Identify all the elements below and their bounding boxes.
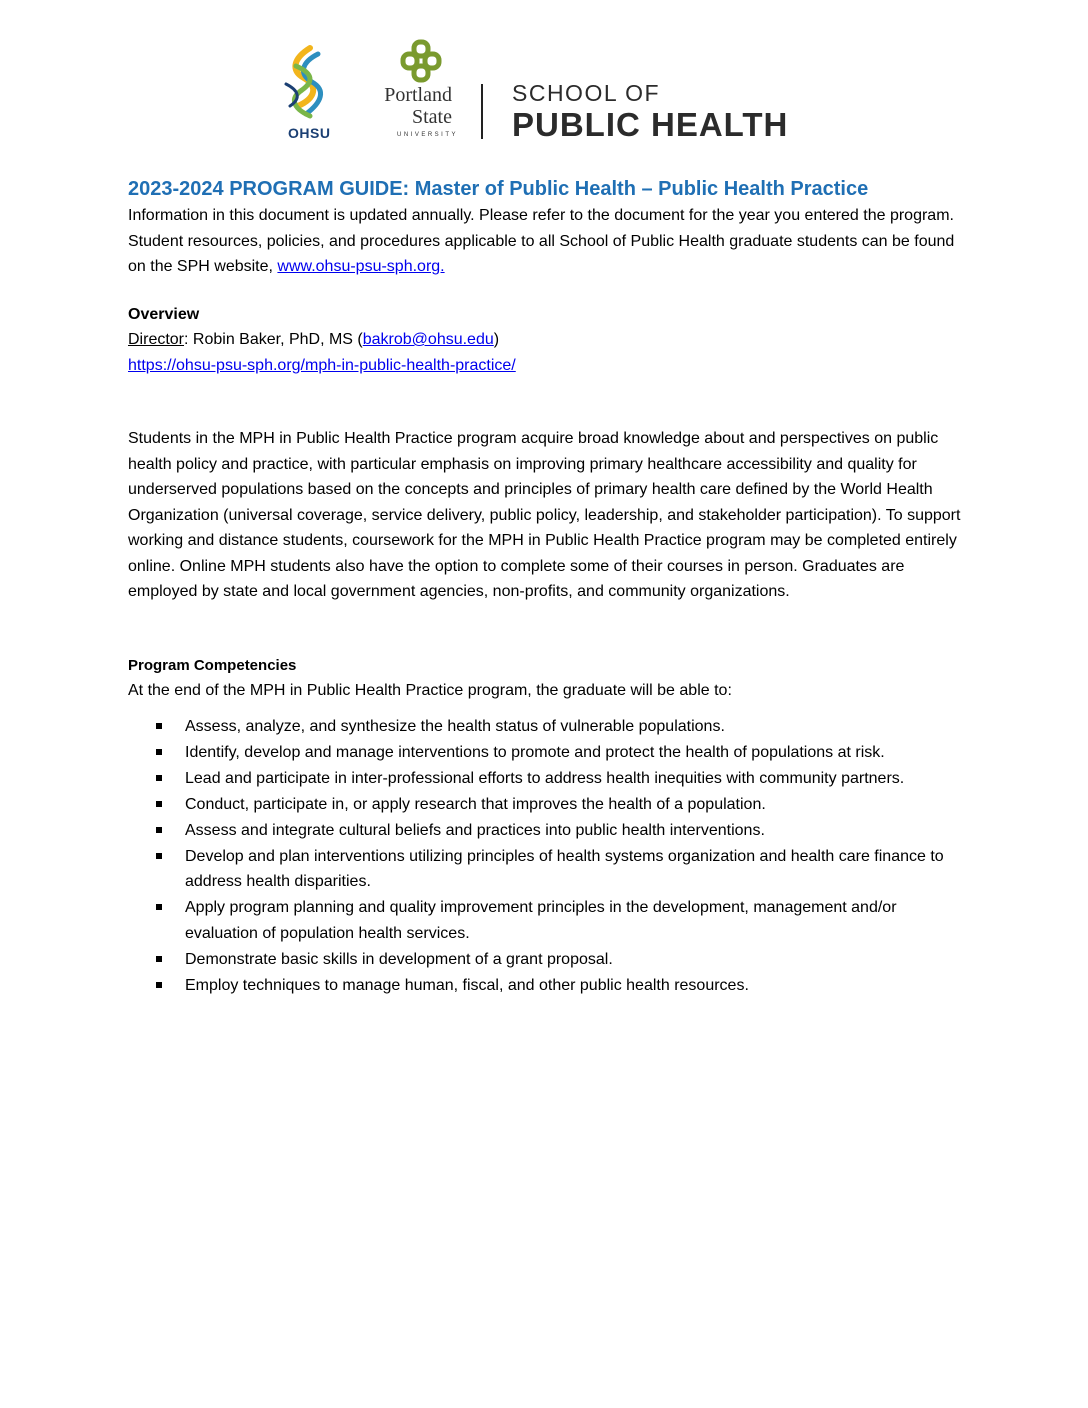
spacer <box>128 378 968 426</box>
competency-text: Demonstrate basic skills in development of a grant proposal. <box>185 950 613 968</box>
competency-text: Conduct, participate in, or apply research that improves the health of a population. <box>185 795 766 813</box>
psu-university-label: UNIVERSITY <box>396 132 458 138</box>
competency-text: Develop and plan interventions utilizing principles of health systems organization and health care finance to address health disparities. <box>185 847 944 890</box>
psu-knot-icon <box>400 39 442 83</box>
public-health-label: PUBLIC HEALTH <box>512 106 789 143</box>
competency-text: Lead and participate in inter-professional efforts to address health inequities with community partners. <box>185 769 905 787</box>
competency-text: Assess, analyze, and synthesize the health status of vulnerable populations. <box>185 717 725 735</box>
director-text: : Robin Baker, PhD, MS ( <box>184 331 363 348</box>
director-line <box>128 327 968 353</box>
logo-divider <box>481 84 483 139</box>
bullet-icon <box>156 827 162 833</box>
list-item <box>128 844 968 895</box>
psu-logo <box>362 36 462 146</box>
header-logos <box>270 36 830 146</box>
bullet-icon <box>156 956 162 962</box>
list-item <box>128 947 968 973</box>
document-title: 2023-2024 PROGRAM GUIDE: Master of Public Health – Public Health Practice <box>128 178 869 200</box>
list-item <box>128 818 968 844</box>
ohsu-helix-icon <box>276 44 334 122</box>
director-label: Director <box>128 331 185 348</box>
bullet-icon <box>156 853 162 859</box>
spacer <box>128 280 968 302</box>
program-description: Students in the MPH in Public Health Practice program acquire broad knowledge about and perspectives on public health policy and practice, with particular emphasis on improving primary healthcare accessibility and quality for underserved populations based on the concepts and principles of primary health care defined by the World Health Organization (universal coverage, service delivery, public policy, leadership, and stakeholder participation). To support working and distance students, coursework for the MPH in Public Health Practice program may be completed entirely online. Online MPH students also have the option to complete some of their courses in person. Graduates are employed by state and local government agencies, non-profits, and community organizations. <box>128 430 961 600</box>
competency-text: Apply program planning and quality improvement principles in the development, management and/or evaluation of population health services. <box>185 899 897 942</box>
overview-heading: Overview <box>128 305 200 323</box>
bullet-icon <box>156 801 162 807</box>
list-item <box>128 973 968 999</box>
psu-wordmark <box>362 84 452 128</box>
bullet-icon <box>156 904 162 910</box>
competencies-intro: At the end of the MPH in Public Health Practice program, the graduate will be able to: <box>128 682 732 699</box>
list-item <box>128 766 968 792</box>
intro-text: Information in this document is updated annually. Please refer to the document for the year you entered the program. Student resources, policies, and procedures applicable to all School of Public Health graduate students can be found on the SPH website, <box>128 207 955 275</box>
bullet-icon <box>156 723 162 729</box>
bullet-icon <box>156 982 162 988</box>
competency-text: Employ techniques to manage human, fiscal, and other public health resources. <box>185 976 749 994</box>
competency-text: Identify, develop and manage interventions to promote and protect the health of populations at risk. <box>185 743 885 761</box>
program-url-link[interactable]: https://ohsu-psu-sph.org/mph-in-public-health-practice/ <box>128 356 516 374</box>
list-item <box>128 792 968 818</box>
sph-website-link[interactable]: www.ohsu-psu-sph.org. <box>277 258 445 275</box>
competency-text: Assess and integrate cultural beliefs and practices into public health interventions. <box>185 821 765 839</box>
director-email-link[interactable]: bakrob@ohsu.edu <box>362 331 494 348</box>
director-close: ) <box>493 331 500 348</box>
school-of-label: SCHOOL OF <box>512 80 661 106</box>
bullet-icon <box>156 749 162 755</box>
program-url-line <box>128 353 968 379</box>
psu-name-line2: State <box>412 106 452 128</box>
spacer <box>128 605 968 653</box>
list-item <box>128 714 968 740</box>
ohsu-wordmark: OHSU <box>288 125 331 141</box>
competencies-list <box>128 714 968 999</box>
list-item <box>128 740 968 766</box>
psu-name-line1: Portland <box>384 84 452 106</box>
ohsu-logo <box>276 44 340 142</box>
list-item <box>128 895 968 946</box>
bullet-icon <box>156 775 162 781</box>
document-body <box>128 175 968 999</box>
intro-paragraph <box>128 203 968 280</box>
competencies-heading: Program Competencies <box>128 656 297 674</box>
